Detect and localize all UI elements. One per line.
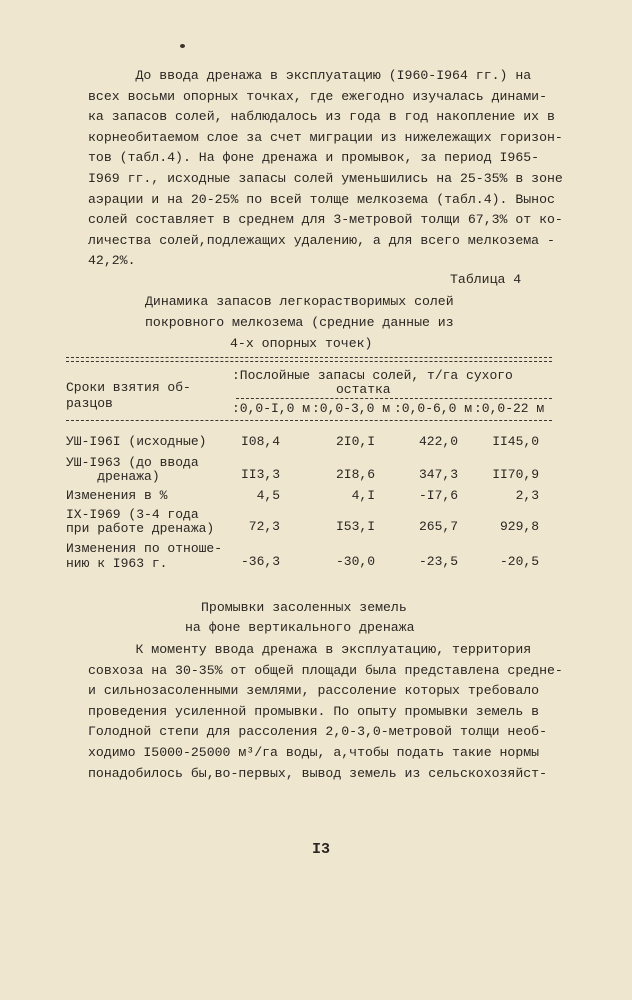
- text-line: Голодной степи для рассоления 2,0-3,0-метровой толщи необ-: [88, 724, 547, 740]
- text-line: корнеобитаемом слое за счет миграции из нижележащих горизон-: [88, 129, 563, 145]
- row-label: УШ-I96I (исходные): [66, 434, 207, 449]
- table-title: 4-х опорных точек): [230, 336, 373, 351]
- table-rule: [66, 361, 552, 362]
- section-heading: на фоне вертикального дренажа: [185, 620, 415, 635]
- text-line: личества солей,подлежащих удалению, а для всего мелкозема -: [88, 232, 555, 248]
- intro-paragraph: [88, 66, 563, 272]
- table-cell: 929,8: [499, 519, 539, 534]
- text-line: понадобилось бы,во-первых, вывод земель из сельскохозяйст-: [88, 765, 547, 781]
- text-line: солей составляет в среднем для 3-метровой толщи 67,3% от ко-: [88, 212, 563, 228]
- column-header: :0,0-6,0 м: [394, 401, 473, 416]
- row-header: Сроки взятия об-: [66, 380, 191, 395]
- column-header: :0,0-I,0 м: [232, 401, 311, 416]
- text-line: всех восьми опорных точках, где ежегодно изучалась динами-: [88, 88, 547, 104]
- row-label: Изменения в %: [66, 488, 168, 503]
- text-line: тов (табл.4). На фоне дренажа и промывок, за период I965-: [88, 150, 540, 166]
- text-line: проведения усиленной промывки. По опыту промывки земель в: [88, 703, 540, 719]
- row-label: дренажа): [66, 469, 160, 484]
- text-line: 42,2%.: [88, 253, 136, 269]
- table-label: Таблица 4: [450, 272, 522, 287]
- column-group-header: остатка: [336, 382, 391, 397]
- text-line: аэрации и на 20-25% по всей толще мелкозема (табл.4). Вынос: [88, 191, 555, 207]
- ink-speck: [180, 44, 185, 48]
- table-cell: 265,7: [418, 519, 458, 534]
- row-label: при работе дренажа): [66, 521, 215, 536]
- table-cell: 72,3: [248, 519, 280, 534]
- table-cell: I53,I: [335, 519, 375, 534]
- column-header: :0,0-3,0 м: [312, 401, 391, 416]
- table-cell: 2I0,I: [335, 434, 375, 449]
- row-label: IX-I969 (3-4 года: [66, 507, 199, 522]
- text-line: совхоза на 30-35% от общей площади была представлена средне-: [88, 662, 563, 678]
- text-line: и сильнозасоленными землями, рассоление которых требовало: [88, 683, 540, 699]
- table-cell: 2,3: [515, 488, 539, 503]
- table-title: Динамика запасов легкорастворимых солей: [145, 294, 454, 309]
- table-cell: 347,3: [418, 467, 458, 482]
- text-line: I969 гг., исходные запасы солей уменьшились на 25-35% в зоне: [88, 170, 563, 186]
- table-cell: 422,0: [418, 434, 458, 449]
- column-group-header: :Послойные запасы солей, т/га сухого: [232, 368, 513, 383]
- column-header: :0,0-22 м: [474, 401, 545, 416]
- table-cell: -20,5: [499, 554, 539, 569]
- table-rule: [66, 420, 552, 421]
- table-cell: -30,0: [335, 554, 375, 569]
- table-rule: [236, 398, 552, 399]
- table-cell: II3,3: [240, 467, 280, 482]
- table-cell: 2I8,6: [335, 467, 375, 482]
- table-cell: II45,0: [492, 434, 539, 449]
- table-cell: 4,I: [351, 488, 375, 503]
- text-line: До ввода дренажа в эксплуатацию (I960-I964 гг.) на: [88, 68, 532, 83]
- row-label: Изменения по отноше-: [66, 541, 223, 556]
- table-cell: -I7,6: [418, 488, 458, 503]
- table-cell: I08,4: [240, 434, 280, 449]
- table-cell: 4,5: [256, 488, 280, 503]
- text-line: ходимо I5000-25000 м³/га воды, а,чтобы подать такие нормы: [88, 744, 540, 760]
- table-cell: -23,5: [418, 554, 458, 569]
- section-heading: Промывки засоленных земель: [201, 600, 407, 615]
- table-cell: II70,9: [492, 467, 539, 482]
- text-line: К моменту ввода дренажа в эксплуатацию, территория: [88, 642, 532, 657]
- page-number: I3: [312, 841, 331, 858]
- table-title: покровного мелкозема (средние данные из: [145, 315, 454, 330]
- row-label: нию к I963 г.: [66, 556, 168, 571]
- text-line: ка запасов солей, наблюдалось из года в год накопление их в: [88, 109, 555, 125]
- row-label: УШ-I963 (до ввода: [66, 455, 199, 470]
- row-header: разцов: [66, 396, 113, 411]
- table-rule: [66, 357, 552, 358]
- section-paragraph: [88, 640, 563, 784]
- table-cell: -36,3: [240, 554, 280, 569]
